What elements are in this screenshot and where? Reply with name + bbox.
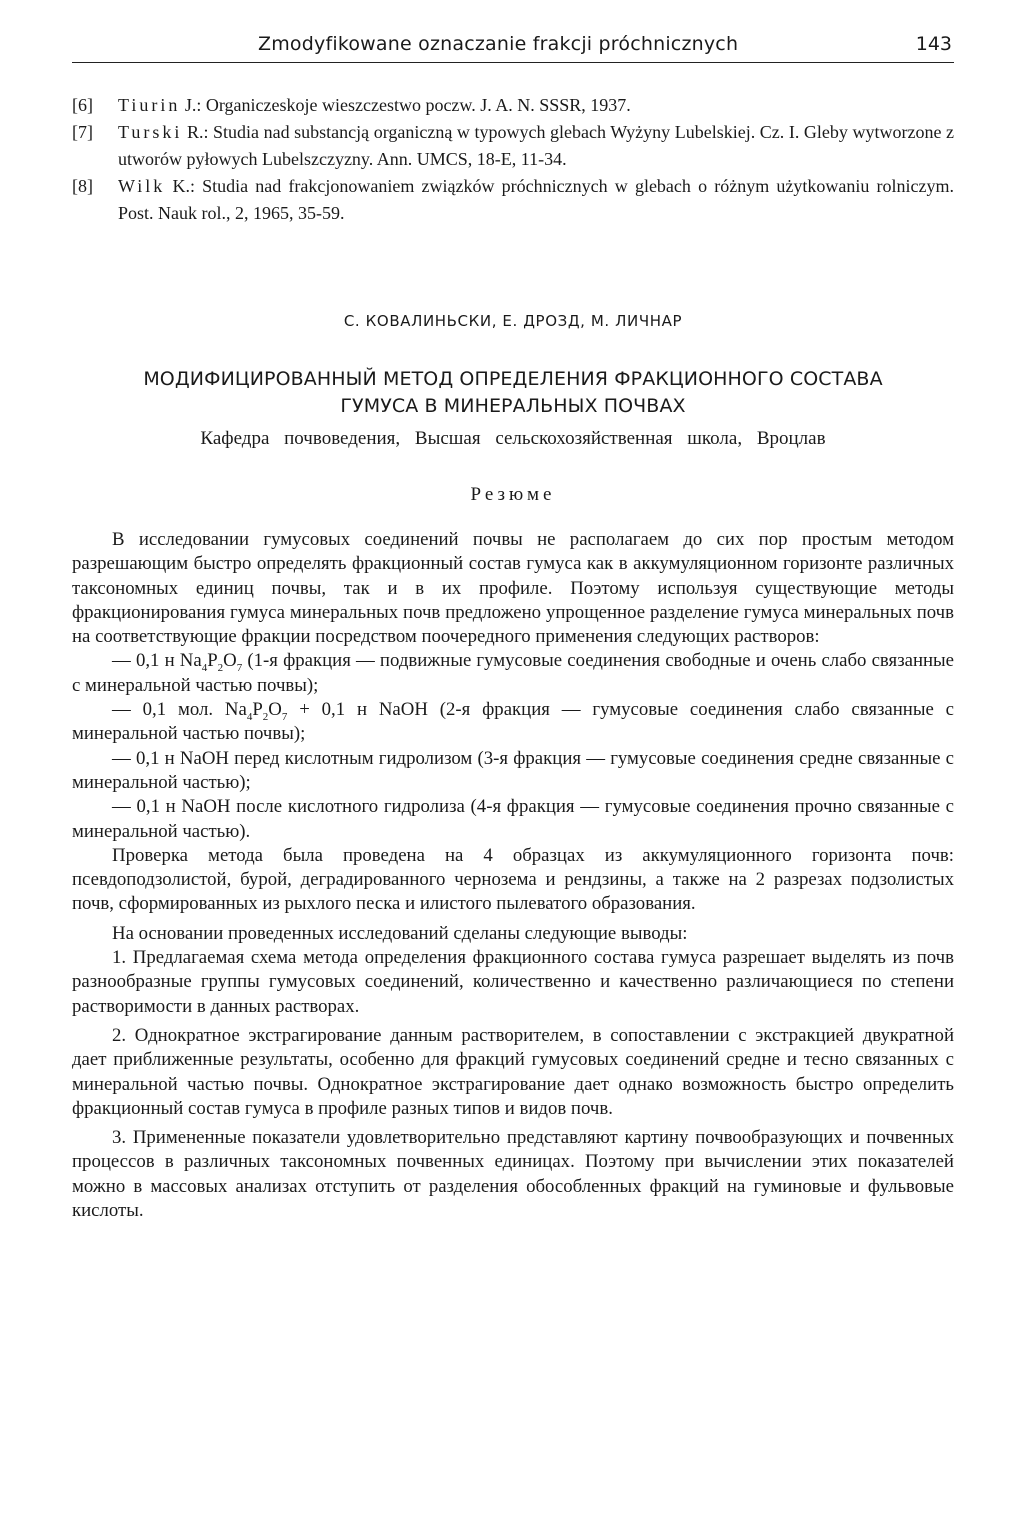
affiliation: Кафедра почвоведения, Высшая сельскохозяйственная школа, Вроцлав [200,428,826,449]
page-number: 143 [915,33,952,55]
resume-heading: Резюме [470,484,556,505]
paragraph-item-2: — 0,1 мол. $Na_4P_2O_7 + 0,1$ н NaOH (2-я фракция — гумусовые соединения слабо связанные с минеральной частью почвы); [72,699,954,745]
reference-text: R.: Studia nad substancją organiczną w typowych glebach Wyżyny Lubelskiej. Cz. I. Gleby wytworzone z utworów pyłowych Lubelszczyzny. Ann. UMCS, 18-E, 11-34. [118,122,954,169]
paragraph-conclusion-3: 3. Примененные показатели удовлетворительно представляют картину почвообразующих и почвенных процессов в различных таксономных почвенных единицах. Поэтому при вычислении этих показателей можно в массовых анализах отступить от разделения обособленных фракций на гуминовые и фульвовые кислоты. [72,1127,954,1222]
reference-author: Tiurin [118,95,181,115]
resume-body [72,528,954,1223]
article-title [72,366,954,420]
reference-number: [8] [72,176,93,196]
reference-number: [6] [72,95,93,115]
running-title: Zmodyfikowane oznaczanie frakcji próchnicznych [258,33,739,55]
reference-list [72,92,954,227]
paragraph-item-1: — 0,1 н $Na_4P_2O_7$ (1-я фракция — подвижные гумусовые соединения свободные и очень слабо связанные с минеральной частью почвы); [72,650,955,696]
paragraph-conclusion-1: 1. Предлагаемая схема метода определения фракционного состава гумуса разрешает выделять из почв разнообразные группы гумусовых соединений, количественно и качественно различающиеся по степени растворимости в данных растворах. [72,947,954,1017]
reference-text: J.: Organiczeskoje wieszczestwo poczw. J. A. N. SSSR, 1937. [180,95,631,115]
article-title-line: МОДИФИЦИРОВАННЫЙ МЕТОД ОПРЕДЕЛЕНИЯ ФРАКЦИОННОГО СОСТАВА [143,368,883,390]
reference-text: K.: Studia nad frakcjonowaniem związków próchnicznych w glebach o różnym użytkowaniu rolniczym. Post. Nauk rol., 2, 1965, 35-59. [118,176,954,223]
paragraph-intro: В исследовании гумусовых соединений почвы не располагаем до сих пор простым методом разрешающим быстро определять фракционный состав гумуса как в аккумуляционном горизонте различных таксономных единиц почвы, так и в их профиле. Поэтому используя существующие методы фракционирования гумуса минеральных почв предложено упрощенное разделение гумуса минеральных почв на соответствующие фракции посредством поочередного применения следующих растворов: [72,529,954,648]
reference-item [72,173,954,227]
paragraph-item-4: — 0,1 н NaOH после кислотного гидролиза (4-я фракция — гумусовые соединения прочно связанные с минеральной частью). [72,796,954,842]
running-header [72,30,954,63]
article-authors: С. КОВАЛИНЬСКИ, Е. ДРОЗД, М. ЛИЧНАР [343,312,683,330]
reference-item [72,92,954,119]
paragraph-item-3: — 0,1 н NaOH перед кислотным гидролизом (3-я фракция — гумусовые соединения средне связанные с минеральной частью); [72,747,954,793]
reference-author: Wilk [118,176,166,196]
reference-number: [7] [72,122,93,142]
paragraph-check: Проверка метода была проведена на 4 образцах из аккумуляционного горизонта почв: псевдоподзолистой, бурой, деградированного чернозема и рендзины, а также на 2 разрезах подзолистых почв, сформированных из рыхлого песка и илистого пылеватого образования. [72,844,954,915]
reference-author: Turski [118,122,183,142]
paragraph-conclusions-intro: На основании проведенных исследований сделаны следующие выводы: [112,922,688,944]
reference-item [72,119,954,173]
paragraph-conclusion-2: 2. Однократное экстрагирование данным растворителем, в сопоставлении с экстракцией двукратной дает приближенные результаты, особенно для фракций гумусовых соединений средне и тесно связанных с минеральной частью почвы. Однократное экстрагирование дает однако возможность быстро определить фракционный состав гумуса в профиле разных типов и видов почв. [72,1024,954,1119]
article-title-line: ГУМУСА В МИНЕРАЛЬНЫХ ПОЧВАХ [340,395,686,417]
